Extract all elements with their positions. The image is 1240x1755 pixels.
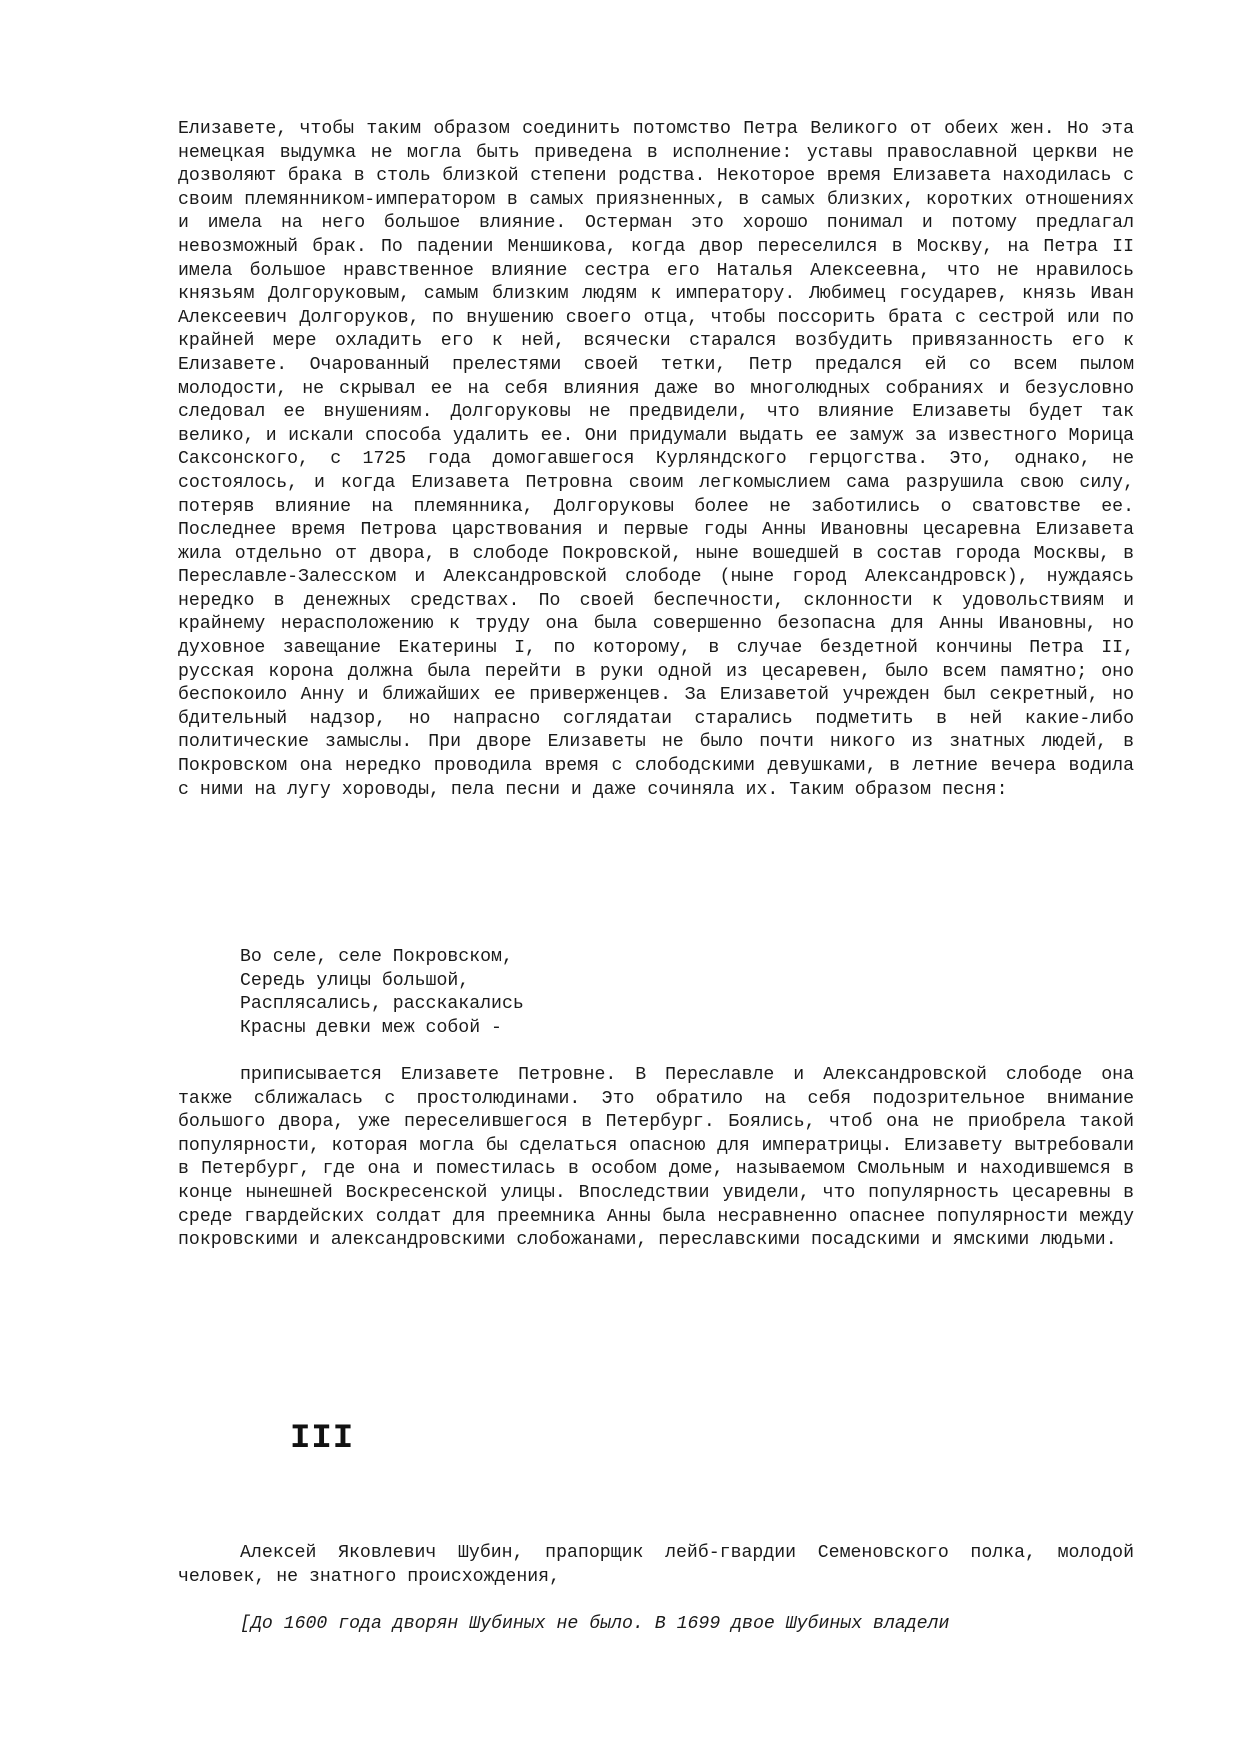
- paragraph-elizaveta-youth: Елизавете, чтобы таким образом соединить потомство Петра Великого от обеих жен. Но эта немецкая выдумка не могла быть приведена в исполнение: уставы православной церкви не дозволяют брака в столь близкой степени родства. Некоторое время Елизавета находилась с своим племянником-императором в самых приязненных, в самых близких, коротких отношениях и имела на него большое влияние. Остерман это хорошо понимал и потому предлагал невозможный брак. По падении Меншикова, когда двор переселился в Москву, на Петра II имела большое нравственное влияние сестра его Наталья Алексеевна, что не нравилось князьям Долгоруковым, самым близким людям к императору. Любимец государев, князь Иван Алексеевич Долгоруков, по внушению своего отца, чтобы поссорить брата с сестрой или по крайней мере охладить его к ней, всячески старался возбудить привязанность его к Елизавете. Очарованный прелестями своей тетки, Петр предался ей со всем пылом молодости, не скрывал ее на себя влияния даже во многолюдных собраниях и безусловно следовал ее внушениям. Долгоруковы не предвидели, что влияние Елизаветы будет так велико, и искали способа удалить ее. Они придумали выдать ее замуж за известного Морица Саксонского, с 1725 года домогавшегося Курляндского герцогства. Это, однако, не состоялось, и когда Елизавета Петровна своим легкомыслием сама разрушила свою силу, потеряв влияние на племянника, Долгоруковы более не заботились о сватовстве ее. Последнее время Петрова царствования и первые годы Анны Ивановны цесаревна Елизавета жила отдельно от двора, в слободе Покровской, ныне вошедшей в состав города Москвы, в Переславле-Залесском и Александровской слободе (ныне город Александровск), нуждаясь нередко в денежных средствах. По своей беспечности, склонности к удовольствиям и крайнему нерасположению к труду она была совершенно безопасна для Анны Ивановны, но духовное завещание Екатерины I, по которому, в случае бездетной кончины Петра II, русская корона должна была перейти в руки одной из цесаревен, было всем памятно; оно беспокоило Анну и ближайших ее приверженцев. За Елизаветой учрежден был секретный, но бдительный надзор, но напрасно соглядатаи старались подметить в ней какие-либо политические замыслы. При дворе Елизаветы не было почти никого из знатных людей, в Покровском она нередко проводила время с слободскими девушками, в летние вечера водила с ними на лугу хороводы, пела песни и даже сочиняла их. Таким образом песня:: [178, 119, 1134, 800]
- paragraph-shubin: Алексей Яковлевич Шубин, прапорщик лейб-гвардии Семеновского полка, молодой человек, не знатного происхождения,: [178, 1543, 1134, 1587]
- verse-line: Середь улицы большой,: [240, 970, 470, 991]
- chapter-heading: III: [290, 1420, 355, 1458]
- paragraph-popularity: приписывается Елизавете Петровне. В Переславле и Александровской слободе она также сближалась с простолюдинами. Это обратило на себя подозрительное внимание большого двора, уже переселившегося в Петербург. Боялись, чтоб она не приобрела такой популярности, которая могла бы сделаться опасною для императрицы. Елизавету вытребовали в Петербург, где она и поместилась в особом доме, называемом Смольным и находившемся в конце нынешней Воскресенской улицы. Впоследствии увидели, что популярность цесаревны в среде гвардейских солдат для преемника Анны была несравненно опаснее популярности между покровскими и александровскими слобожанами, переславскими посадскими и ямскими людьми.: [178, 1065, 1134, 1251]
- verse-line: Расплясались, расскакались: [240, 994, 524, 1015]
- verse-line: Красны девки меж собой -: [240, 1017, 502, 1038]
- song-verse: [240, 946, 524, 1040]
- verse-line: Во селе, селе Покровском,: [240, 947, 513, 967]
- footnote-shubin: [До 1600 года дворян Шубиных не было. В 1699 двое Шубиных владели: [240, 1614, 950, 1634]
